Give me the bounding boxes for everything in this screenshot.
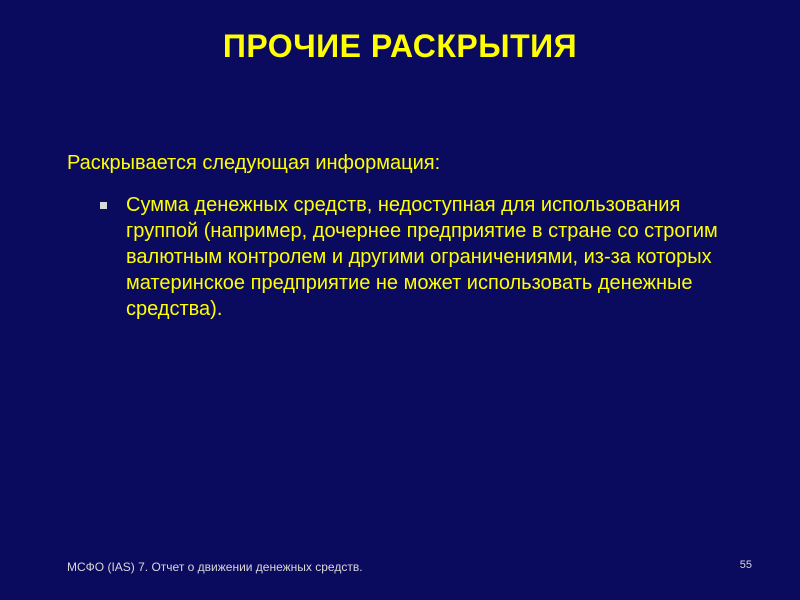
bullet-item [100, 192, 740, 322]
footer-caption: МСФО (IAS) 7. Отчет о движении денежных средств. [67, 560, 363, 574]
bullet-text: Сумма денежных средств, недоступная для использования группой (например, дочернее предприятие в стране со строгим валютным контролем и другими ограничениями, из-за которых материнское предприятие не может использовать денежные средства). [126, 194, 718, 320]
square-bullet-icon [100, 202, 107, 209]
slide-title: ПРОЧИЕ РАСКРЫТИЯ [222, 28, 578, 64]
intro-text: Раскрывается следующая информация: [67, 152, 441, 174]
bullet-list [100, 192, 740, 322]
page-number: 55 [739, 559, 752, 571]
